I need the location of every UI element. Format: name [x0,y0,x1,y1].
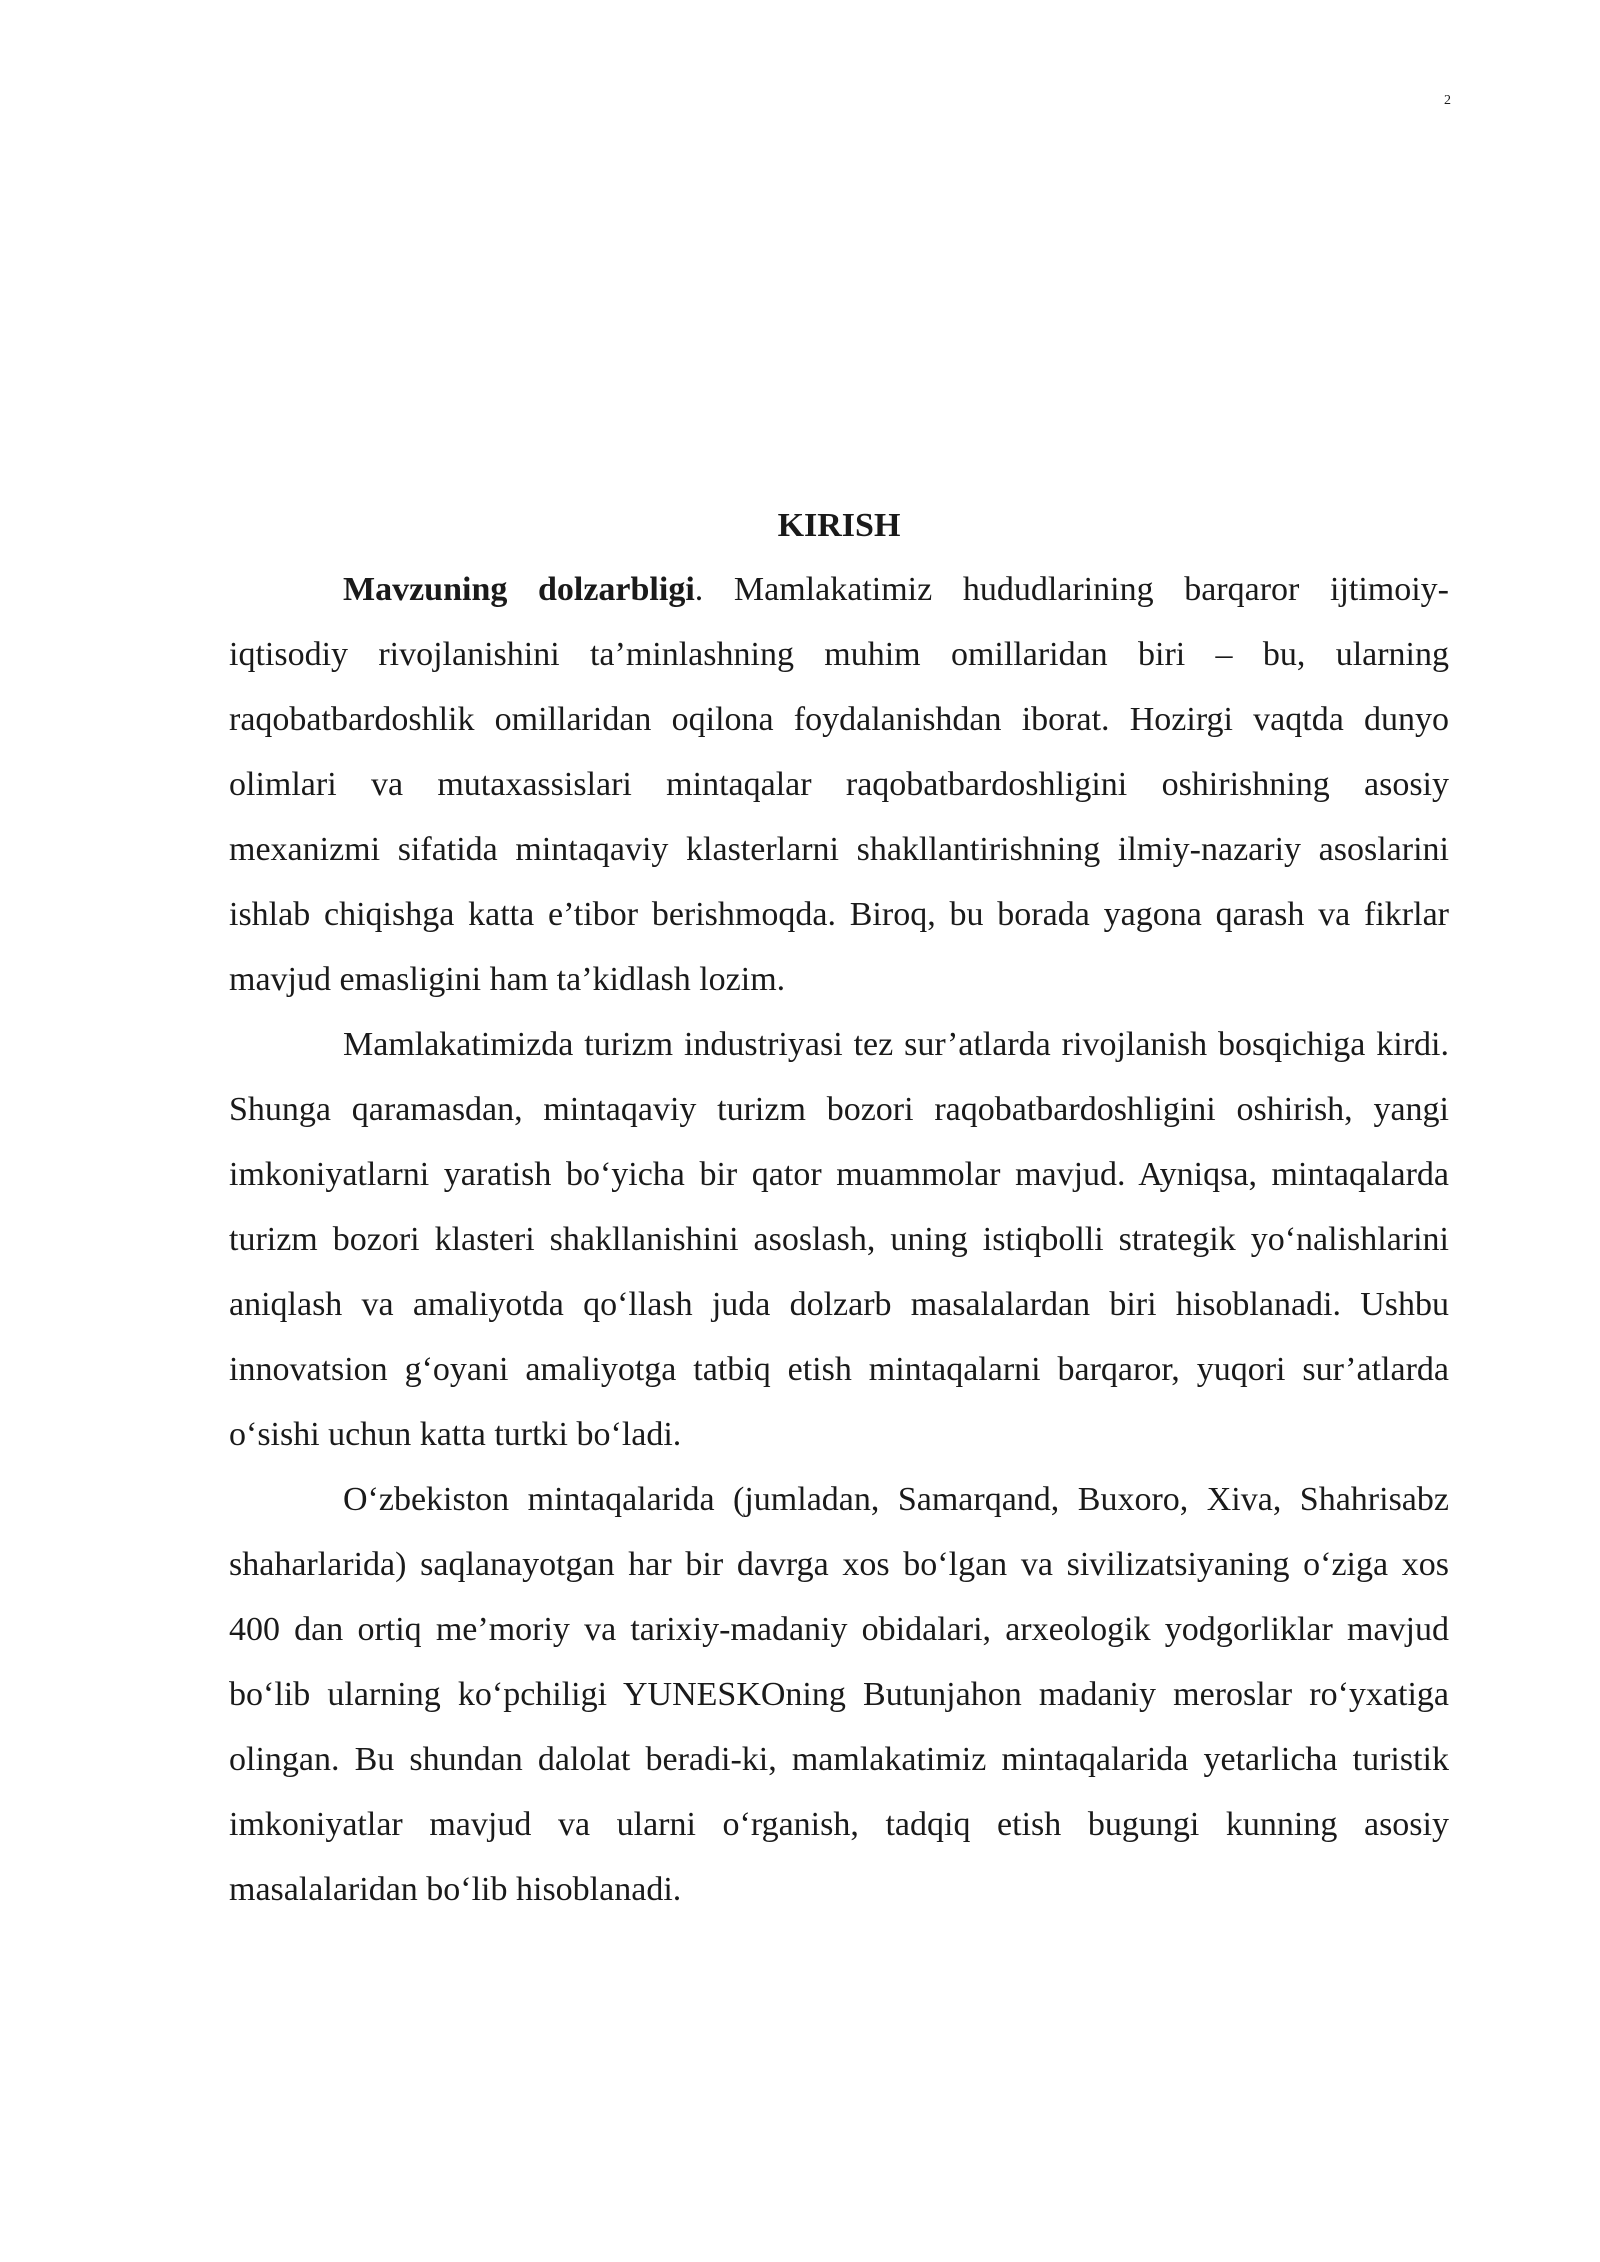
document-body [229,495,1449,1922]
paragraph-tourism-industry [229,1012,1449,1467]
paragraph-relevance [229,557,1449,1012]
paragraph-text: Mamlakatimizda turizm industriyasi tez sur’atlarda rivojlanish bosqichiga kirdi. Shunga qaramasdan, mintaqaviy turizm bozori raqobatbardoshligini oshirish, yangi imkoniyatlarni yaratish bo‘yicha bir qator muammolar mavjud. Ayniqsa, mintaqalarda turizm bozori klasteri shakllanishini asoslash, uning istiqbolli strategik yo‘nalishlarini aniqlash va amaliyotda qo‘llash juda dolzarb masalalardan biri hisoblanadi. Ushbu innovatsion g‘oyani amaliyotga tatbiq etish mintaqalarni barqaror, yuqori sur’atlarda o‘sishi uchun katta turtki bo‘ladi. [229,1026,1449,1453]
paragraph-text: . Mamlakatimiz hududlarining barqaror ijtimoiy-iqtisodiy rivojlanishini ta’minlashning muhim omillaridan biri – bu, ularning raqobatbardoshlik omillaridan oqilona foydalanishdan iborat. Hozirgi vaqtda dunyo olimlari va mutaxassislari mintaqalar raqobatbardoshligini oshirishning asosiy mexanizmi sifatida mintaqaviy klasterlarni shakllantirishning ilmiy-nazariy asoslarini ishlab chiqishga katta e’tibor berishmoqda. Biroq, bu borada yagona qarash va fikrlar mavjud emasligini ham ta’kidlash lozim. [229,571,1449,998]
paragraph-text: O‘zbekiston mintaqalarida (jumladan, Samarqand, Buxoro, Xiva, Shahrisabz shaharlarida) saqlanayotgan har bir davrga xos bo‘lgan va sivilizatsiyaning o‘ziga xos 400 dan ortiq me’moriy va tarixiy-madaniy obidalari, arxeologik yodgorliklar mavjud bo‘lib ularning ko‘pchiligi YUNESKOning Butunjahon madaniy meroslar ro‘yxatiga olingan. Bu shundan dalolat beradi-ki, mamlakatimiz mintaqalarida yetarlicha turistik imkoniyatlar mavjud va ularni o‘rganish, tadqiq etish bugungi kunning asosiy masalalaridan bo‘lib hisoblanadi. [229,1481,1449,1908]
section-heading: KIRISH [777,507,901,544]
page-number: 2 [1444,93,1451,108]
paragraph-lead: Mavzuning dolzarbligi [343,571,695,608]
paragraph-heritage-sites [229,1467,1449,1922]
